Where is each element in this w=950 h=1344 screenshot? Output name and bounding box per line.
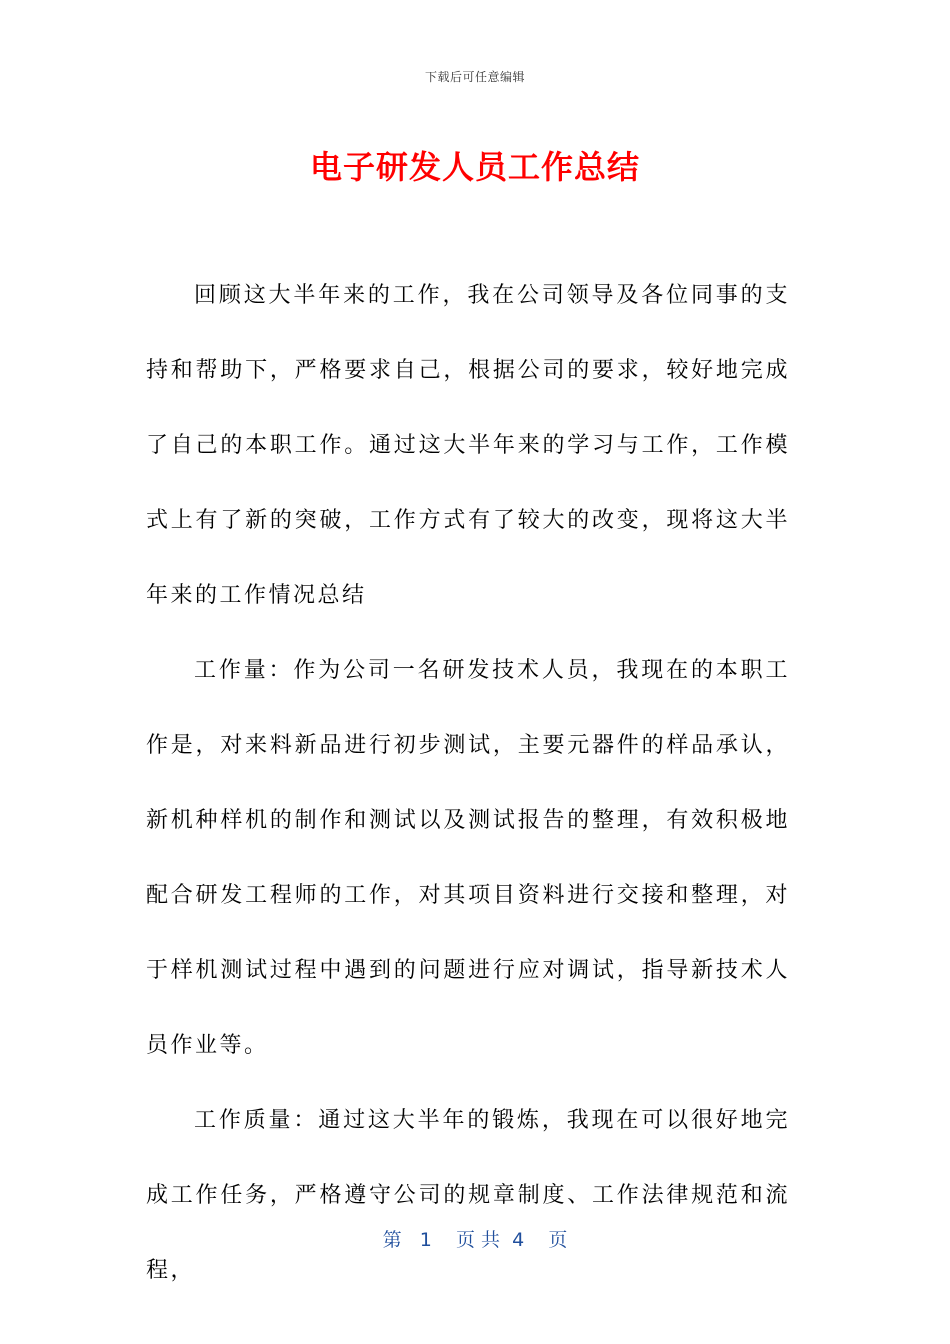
page-number-footer: 第 1 页 共 4 页	[382, 1229, 568, 1251]
paragraph-review: 回顾这大半年来的工作，我在公司领导及各位同事的支持和帮助下，严格要求自己，根据公司的要求，较好地完成了自己的本职工作。通过这大半年来的学习与工作，工作模式上有了新的突破，工作方式有了较大的改变，现将这大半年来的工作情况总结	[146, 283, 790, 608]
document-body	[146, 258, 790, 1308]
paragraph-workload: 工作量：作为公司一名研发技术人员，我现在的本职工作是，对来料新品进行初步测试，主要元器件的样品承认，新机种样机的制作和测试以及测试报告的整理，有效积极地配合研发工程师的工作，对其项目资料进行交接和整理，对于样机测试过程中遇到的问题进行应对调试，指导新技术人员作业等。	[146, 658, 790, 1058]
document-title: 电子研发人员工作总结	[309, 148, 640, 186]
paragraph-quality: 工作质量：通过这大半年的锻炼，我现在可以很好地完成工作任务，严格遵守公司的规章制度、工作法律规范和流程，	[146, 1108, 790, 1283]
header-note: 下载后可任意编辑	[424, 70, 525, 84]
